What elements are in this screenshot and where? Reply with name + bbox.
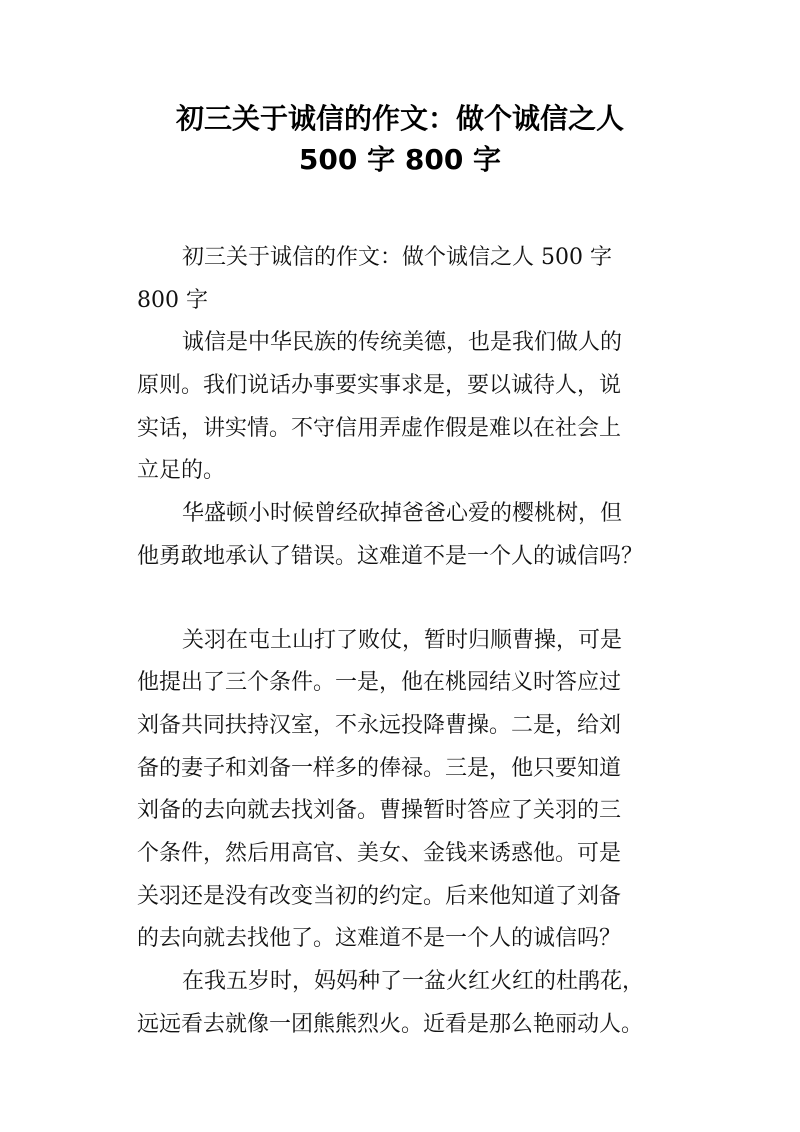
- text-line: 关羽在屯土山打了败仗，暂时归顺曹操，可是: [182, 627, 623, 653]
- text-line: 他勇敢地承认了错误。这难道不是一个人的诚信吗？: [137, 543, 644, 569]
- text-line: 实话，讲实情。不守信用弄虚作假是难以在社会上: [137, 415, 622, 441]
- paragraph: [137, 322, 677, 493]
- text-line: 他提出了三个条件。一是，他在桃园结义时答应过: [137, 670, 622, 696]
- text-line: 远远看去就像一团熊熊烈火。近看是那么艳丽动人。: [137, 1011, 644, 1037]
- paragraph: [137, 961, 677, 1046]
- paragraph-heading: [137, 237, 677, 322]
- text-line: 刘备共同扶持汉室，不永远投降曹操。二是，给刘: [137, 712, 622, 738]
- text-line: 的去向就去找他了。这难道不是一个人的诚信吗？: [137, 926, 622, 952]
- title-line-2: 500 字 800 字: [298, 143, 502, 176]
- text-line: 立足的。: [137, 458, 226, 484]
- text-line: 在我五岁时，妈妈种了一盆火红火红的杜鹃花，: [182, 969, 645, 994]
- text-line: 800 字: [137, 287, 208, 313]
- blank-line: [137, 579, 677, 620]
- paragraph: [137, 620, 677, 962]
- text-line: 初三关于诚信的作文：做个诚信之人 500 字: [182, 245, 612, 270]
- paragraph: [137, 493, 677, 578]
- text-line: 备的妻子和刘备一样多的俸禄。三是，他只要知道: [137, 755, 622, 781]
- text-line: 原则。我们说话办事要实事求是，要以诚待人，说: [137, 373, 622, 399]
- text-line: 刘备的去向就去找刘备。曹操暂时答应了关羽的三: [137, 798, 622, 824]
- text-line: 诚信是中华民族的传统美德，也是我们做人的: [182, 330, 623, 356]
- text-line: 华盛顿小时候曾经砍掉爸爸心爱的樱桃树，但: [182, 501, 623, 527]
- document-title: [0, 98, 800, 180]
- text-line: 个条件，然后用高官、美女、金钱来诱惑他。可是: [137, 840, 622, 866]
- text-line: 关羽还是没有改变当初的约定。后来他知道了刘备: [137, 883, 622, 909]
- title-line-1: 初三关于诚信的作文：做个诚信之人: [175, 102, 624, 135]
- document-body: [137, 237, 677, 1046]
